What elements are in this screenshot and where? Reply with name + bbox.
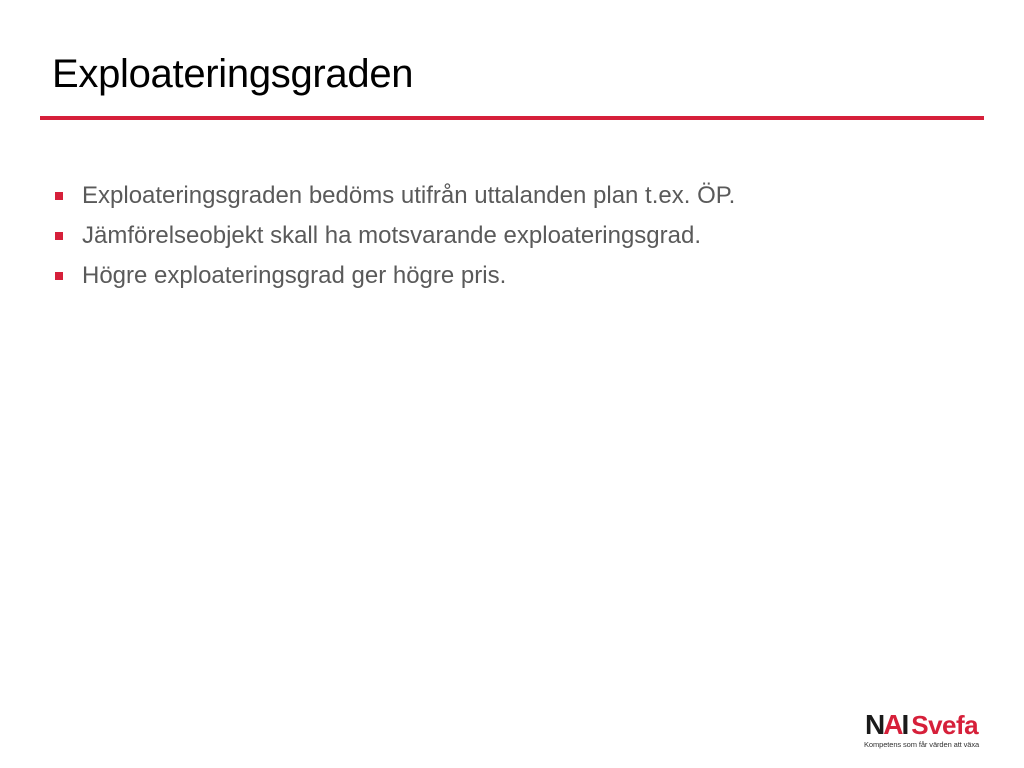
list-item	[52, 256, 735, 296]
list-item	[52, 176, 735, 216]
square-bullet-icon	[55, 272, 63, 280]
list-item	[52, 216, 735, 256]
slide-title: Exploateringsgraden	[52, 52, 414, 96]
bullet-list	[52, 176, 735, 296]
bullet-text: Högre exploateringsgrad ger högre pris.	[82, 262, 507, 289]
square-bullet-icon	[55, 232, 63, 240]
square-bullet-icon	[55, 192, 63, 200]
nai-mark: NAI	[865, 709, 908, 740]
logo-tagline: Kompetens som får värden att växa	[864, 740, 980, 749]
logo-brand-name: Svefa	[911, 710, 979, 740]
title-divider	[40, 116, 984, 120]
logo-wordmark	[865, 710, 978, 740]
bullet-text: Jämförelseobjekt skall ha motsvarande exploateringsgrad.	[82, 222, 701, 249]
nai-svefa-logo	[862, 708, 986, 752]
bullet-text: Exploateringsgraden bedöms utifrån uttalanden plan t.ex. ÖP.	[82, 182, 736, 209]
